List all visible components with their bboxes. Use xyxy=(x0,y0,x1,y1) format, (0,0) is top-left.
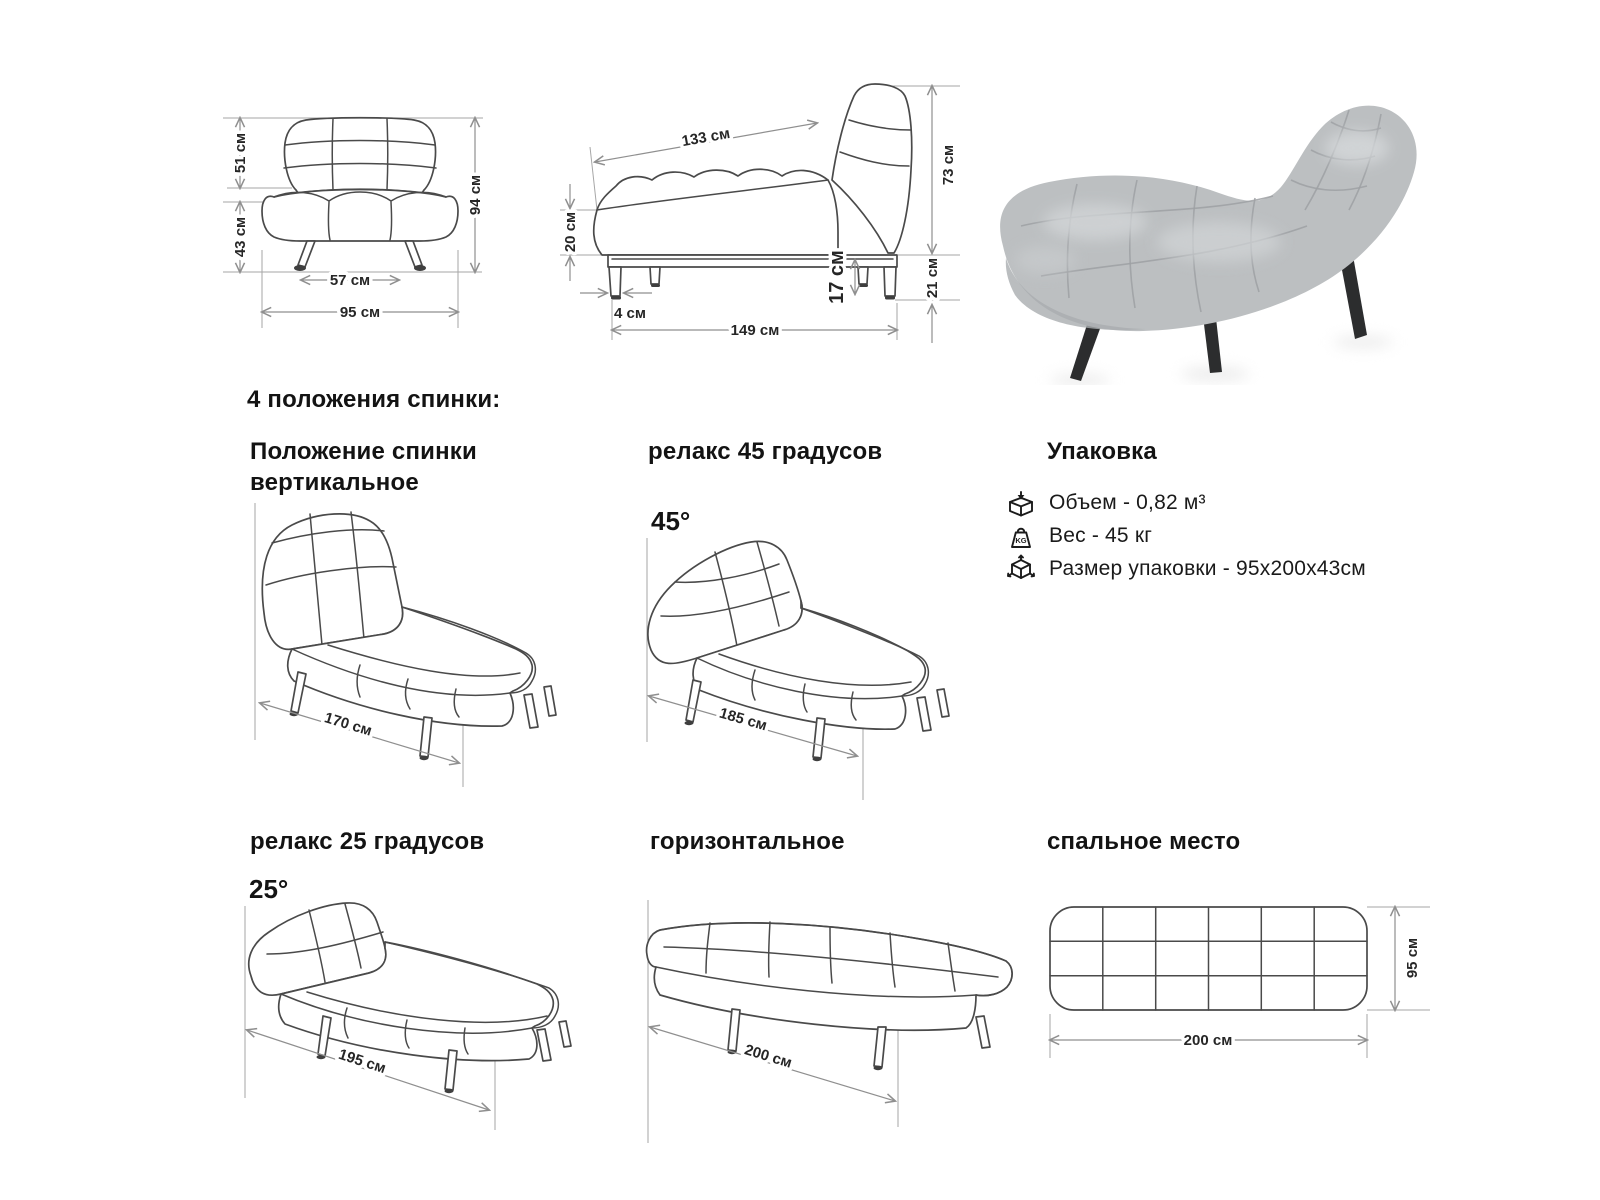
side-leg-width-label: 4 см xyxy=(614,305,646,322)
front-view-diagram xyxy=(180,60,540,360)
position-relax25-diagram xyxy=(237,858,592,1150)
position-vertical-length-label: 170 см xyxy=(322,709,374,740)
side-seat-thickness-label: 20 см xyxy=(562,211,579,253)
packaging-title: Упаковка xyxy=(1047,438,1157,465)
packaging-volume-row xyxy=(1006,489,1366,516)
side-seat-length-label: 133 см xyxy=(680,124,732,151)
sleeping-area-title: спальное место xyxy=(1047,828,1241,855)
packaging-size-row xyxy=(1006,555,1366,582)
side-base-length-label: 149 см xyxy=(730,322,780,339)
front-legs-span-label: 57 см xyxy=(329,272,371,289)
sleeping-area-diagram xyxy=(1040,868,1440,1153)
position-vertical-title xyxy=(250,436,477,498)
sleeping-width-label: 200 см xyxy=(1183,1032,1233,1049)
position-relax25-angle-label: 25° xyxy=(249,874,289,904)
side-view-diagram xyxy=(540,60,965,370)
package-size-icon xyxy=(1006,554,1036,584)
box-volume-icon xyxy=(1006,488,1036,518)
front-total-width-label: 95 см xyxy=(339,304,381,321)
weight-kg-text: KG xyxy=(1015,535,1027,545)
position-relax45-length-label: 185 см xyxy=(717,704,769,735)
section-title: 4 положения спинки: xyxy=(247,386,501,413)
position-relax45-title: релакс 45 градусов xyxy=(648,438,883,465)
front-back-height-label: 51 см xyxy=(232,132,249,174)
side-back-height-label: 73 см xyxy=(940,144,957,186)
position-horizontal-length-label: 200 см xyxy=(742,1041,794,1072)
packaging-weight-row xyxy=(1006,522,1366,549)
position-vertical-diagram xyxy=(248,495,593,815)
position-relax45-angle-label: 45° xyxy=(651,506,691,536)
position-vertical-title-line1: Положение спинки xyxy=(250,438,477,465)
side-base-height-label: 21 см xyxy=(924,257,941,299)
packaging-volume-label: Объем - 0,82 м³ xyxy=(1049,490,1206,514)
packaging-size-label: Размер упаковки - 95х200х43см xyxy=(1049,556,1366,580)
position-horizontal-diagram xyxy=(640,875,1015,1155)
front-seat-height-label: 43 см xyxy=(232,216,249,258)
side-clearance-label: 17 см xyxy=(826,250,848,304)
position-relax25-title: релакс 25 градусов xyxy=(250,828,485,855)
position-relax25-length-label: 195 см xyxy=(336,1045,388,1078)
weight-kg-icon xyxy=(1006,521,1036,551)
sleeping-depth-label: 95 см xyxy=(1404,937,1421,979)
packaging-list xyxy=(1006,489,1366,582)
position-horizontal-title: горизонтальное xyxy=(650,828,845,855)
front-total-height-label: 94 см xyxy=(467,174,484,216)
product-photo xyxy=(975,50,1445,385)
position-vertical-title-line2: вертикальное xyxy=(250,469,419,496)
position-relax45-diagram xyxy=(635,490,980,812)
packaging-weight-label: Вес - 45 кг xyxy=(1049,523,1153,547)
